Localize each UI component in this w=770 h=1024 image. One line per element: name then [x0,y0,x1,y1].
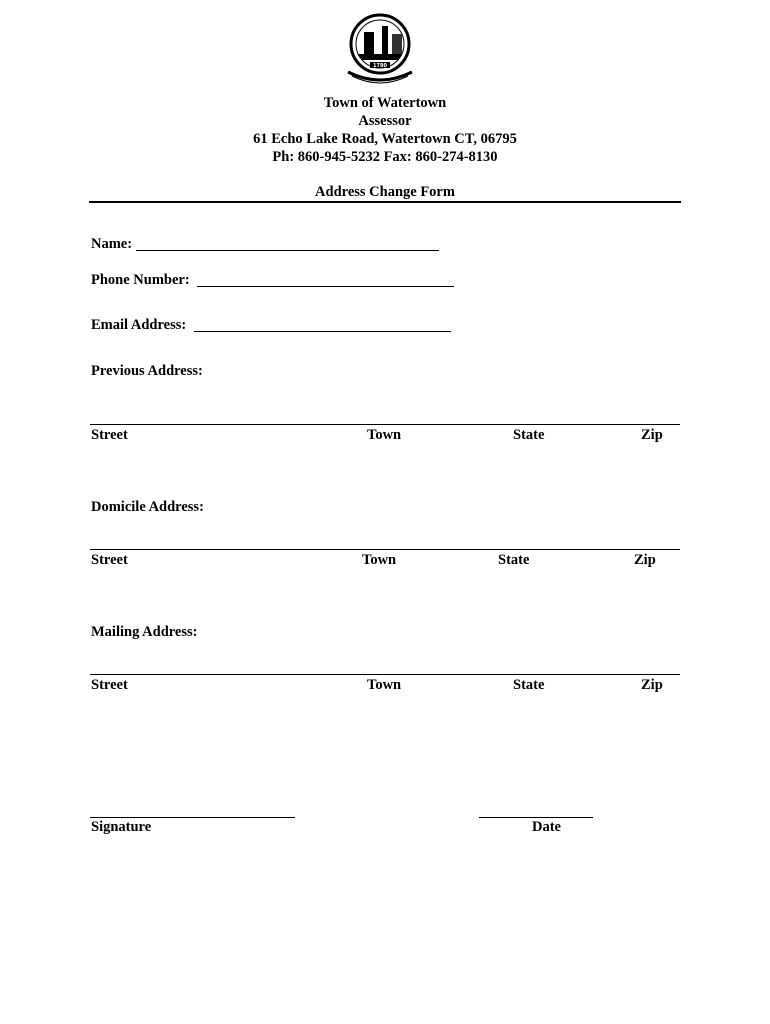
previous-address-label: Previous Address: [91,363,203,379]
previous-zip-label: Zip [641,427,663,443]
form-title: Address Change Form [315,184,455,200]
phone-label: Phone Number: [91,272,190,288]
phone-fax: Ph: 860-945-5232 Fax: 860-274-8130 [272,149,498,165]
header-divider [89,201,681,203]
town-seal-logo [342,12,418,86]
previous-address-field[interactable] [90,424,680,425]
domicile-street-label: Street [91,552,128,568]
department-name: Assessor [358,113,412,129]
svg-text:1780: 1780 [373,63,387,69]
mailing-address-label: Mailing Address: [91,624,198,640]
previous-state-label: State [513,427,545,443]
mailing-street-label: Street [91,677,128,693]
previous-town-label: Town [367,427,402,443]
date-label: Date [532,819,561,835]
domicile-town-label: Town [362,552,397,568]
mailing-state-label: State [513,677,545,693]
mailing-town-label: Town [367,677,402,693]
name-field[interactable] [136,250,439,251]
office-address: 61 Echo Lake Road, Watertown CT, 06795 [253,131,517,147]
mailing-address-field[interactable] [90,674,680,675]
town-name: Town of Watertown [323,95,447,111]
domicile-zip-label: Zip [634,552,656,568]
name-label: Name: [91,236,133,252]
domicile-address-label: Domicile Address: [91,499,204,515]
previous-street-label: Street [91,427,128,443]
phone-field[interactable] [197,286,454,287]
domicile-address-field[interactable] [90,549,680,550]
domicile-state-label: State [498,552,530,568]
signature-label: Signature [91,819,152,835]
email-label: Email Address: [91,317,187,333]
email-field[interactable] [194,331,451,332]
mailing-zip-label: Zip [641,677,663,693]
